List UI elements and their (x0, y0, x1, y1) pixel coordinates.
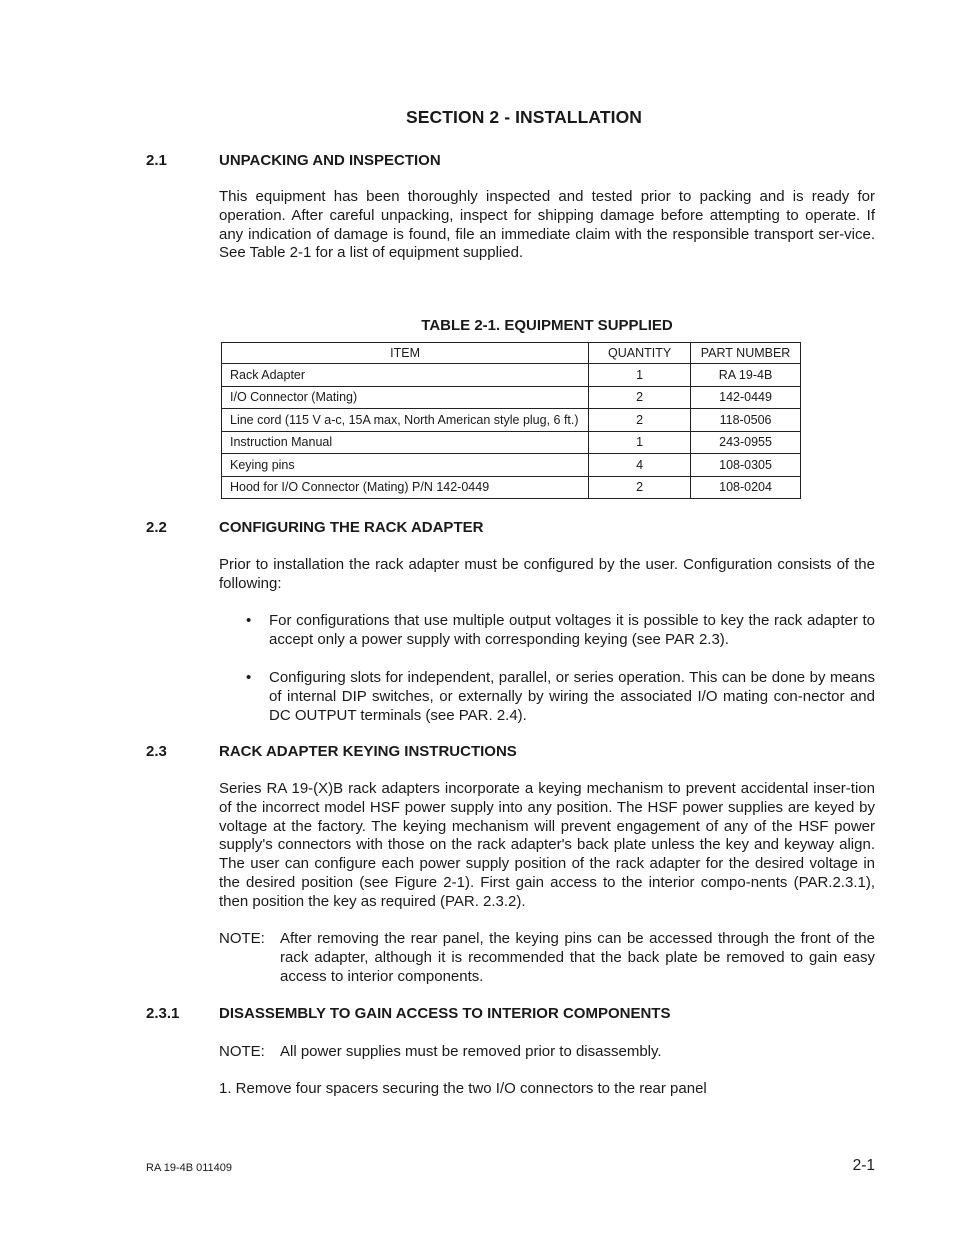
cell-item: Hood for I/O Connector (Mating) P/N 142-0449 (222, 476, 589, 499)
heading-2-3-1-title: DISASSEMBLY TO GAIN ACCESS TO INTERIOR COMPONENTS (219, 1005, 671, 1022)
heading-2-2-title: CONFIGURING THE RACK ADAPTER (219, 519, 484, 536)
section-title: SECTION 2 - INSTALLATION (405, 107, 643, 127)
equipment-table (221, 342, 801, 499)
table-row (222, 364, 801, 387)
bullet-marker: • (246, 612, 252, 629)
cell-quantity: 2 (589, 409, 691, 432)
table-header-row (222, 343, 801, 364)
note-keying-pins: After removing the rear panel, the keying pins can be accessed through the front of the rack adapter, although it is recommended that the back plate be removed to gain easy access to interior components. (280, 930, 875, 985)
col-header-item: ITEM (222, 343, 589, 364)
paragraph-keying: Series RA 19-(X)B rack adapters incorporate a keying mechanism to prevent accidental inser-tion of the incorrect model HSF power supply into any position. The HSF power supplies are keyed by voltage at the factory. The keying mechanism will prevent engagement of any of the HSF power supply's connectors with those on the rack adapter's back plate unless the key and keyway align. The user can configure each power supply position of the rack adapter for the desired voltage in the desired position (see Figure 2-1). First gain access to the interior compo-nents (PAR.2.3.1), then position the key as required (PAR. 2.3.2). (219, 780, 875, 910)
cell-part-number: 108-0305 (691, 454, 801, 477)
cell-part-number: 142-0449 (691, 386, 801, 409)
cell-quantity: 1 (589, 364, 691, 387)
cell-quantity: 4 (589, 454, 691, 477)
bullet-item-keying: For configurations that use multiple output voltages it is possible to key the rack adapter to accept only a power supply with corresponding keying (see PAR 2.3). (269, 612, 875, 648)
cell-part-number: 118-0506 (691, 409, 801, 432)
page-number: 2-1 (852, 1157, 875, 1174)
note-disassembly: All power supplies must be removed prior to disassembly. (280, 1043, 662, 1060)
cell-item: Keying pins (222, 454, 589, 477)
bullet-item-slots: Configuring slots for independent, parallel, or series operation. This can be done by means of internal DIP switches, or externally by wiring the associated I/O mating con-nector and DC OUTPUT terminals (see PAR. 2.4). (269, 669, 875, 724)
cell-quantity: 1 (589, 431, 691, 454)
heading-2-2-number: 2.2 (146, 519, 167, 536)
cell-item: I/O Connector (Mating) (222, 386, 589, 409)
paragraph-configuring: Prior to installation the rack adapter must be configured by the user. Configuration consists of the following: (219, 556, 875, 592)
heading-2-3-number: 2.3 (146, 743, 167, 760)
table-row (222, 476, 801, 499)
table-title: TABLE 2-1. EQUIPMENT SUPPLIED (421, 317, 673, 334)
cell-item: Rack Adapter (222, 364, 589, 387)
footer-document-id: RA 19-4B 011409 (146, 1162, 233, 1174)
cell-quantity: 2 (589, 476, 691, 499)
step-1: 1. Remove four spacers securing the two I/O connectors to the rear panel (219, 1080, 707, 1097)
table-row (222, 386, 801, 409)
note-label: NOTE: (219, 1043, 265, 1060)
cell-part-number: 108-0204 (691, 476, 801, 499)
table-row (222, 409, 801, 432)
note-label: NOTE: (219, 930, 265, 947)
heading-2-3-1-number: 2.3.1 (146, 1005, 180, 1022)
cell-part-number: RA 19-4B (691, 364, 801, 387)
cell-quantity: 2 (589, 386, 691, 409)
heading-2-1-title: UNPACKING AND INSPECTION (219, 152, 441, 169)
heading-2-3-title: RACK ADAPTER KEYING INSTRUCTIONS (219, 743, 517, 760)
col-header-part-number: PART NUMBER (691, 343, 801, 364)
cell-part-number: 243-0955 (691, 431, 801, 454)
col-header-quantity: QUANTITY (589, 343, 691, 364)
heading-2-1-number: 2.1 (146, 152, 167, 169)
bullet-marker: • (246, 669, 252, 686)
paragraph-unpacking: This equipment has been thoroughly inspected and tested prior to packing and is ready for operation. After careful unpacking, inspect for shipping damage before attempting to operate. If any indication of damage is found, file an immediate claim with the responsible transport ser-vice. See Table 2-1 for a list of equipment supplied. (219, 188, 875, 262)
cell-item: Instruction Manual (222, 431, 589, 454)
table-row (222, 454, 801, 477)
cell-item: Line cord (115 V a-c, 15A max, North American style plug, 6 ft.) (222, 409, 589, 432)
table-row (222, 431, 801, 454)
